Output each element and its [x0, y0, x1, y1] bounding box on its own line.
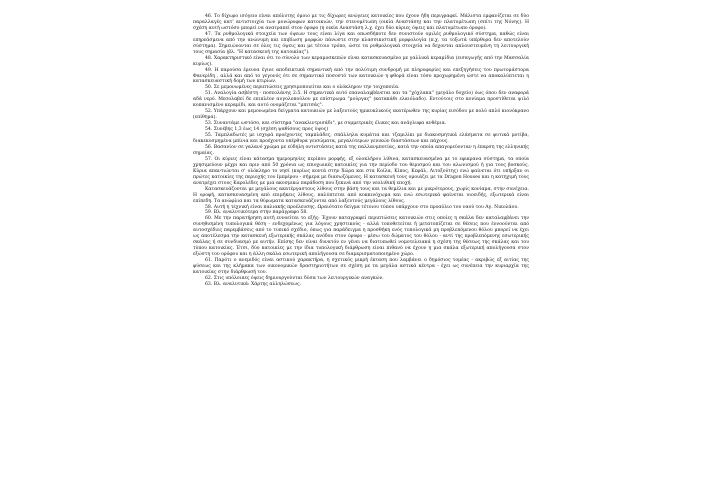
note-48: 48. Χαρακτηριστικό είναι ότι το σύνολο των κεραμοσκεπών είναι κατασκευασμένο με γαλλικά κεραμίδια (εισαγωγής από την Μασσαλία κυρίως). — [193, 55, 529, 67]
note-46: 46. Το δίχωρο ισόγειο είναι απόλυτης όμοιο με τις δίχωρες ανώγειες κατοικίες που έχουν ήδη περιγραφεί. Μάλιστα εμφανίζεται σε δύο παραλλαγές κατ' αντιστοιχία των μονώροφων κατοικιών, την στενομέτωπη (οικία Αναστάση) και την πλατυμέτωπη (σπίτι της Νόνης). Η σχέση αυτή ωστόσο μπορεί να ανατραπεί στον όροφο (η οικία Αναστάση λ.χ. έχει δύο κύριες όψεις και πλατυμέτωπο όροφο). — [193, 14, 529, 31]
note-47: 47. Τα ρυθμολογικά στοιχεία των όψεων τους είναι λίγα και οπωσδήποτε δεν συνιστούν ομιλές ρυθμολογικό σύστημα, καθώς είναι επηρεάσμενα από την ανώνυμη και επιβίωση μορφών πάνωστε στην κλασσικιστική μορφολογία (π.χ. τα τοξωτά υπέρθυρα δεν αποτελούν σύστημα). Σημειώνονται σε όλες τις όψεις και με τέτοιο τρόπο, ώστε τα ρυθμολογικά στοιχεία να δεχονται απλουστευμένη τη λειτουργική τους σημασία (βλ. "Η κατασκευή της κατοικίας"). — [193, 31, 529, 55]
note-57-continued: Κατασκευάζονται με μεγάλους ακατέργαστους λίθους στην βάση τους και τα θεμέλια και με μικρότερους, χωρίς κονίαμα, στην συνέχεια. Η οροφή, κατασκευασμένη από επιμήκεις λίθους, καλύπτεται από κοκκινόχωμα και ενώ εσωτερικά φαίνεται υιοειδής, εξωτερικά είναι επίπεδη. Τα ανώφλια και τα θύρωματα κατασκευάζονται από λαξευτούς μεγάλους λίθους. — [193, 186, 529, 204]
note-56: 56. Βασανίον σε γαλανό χρώμα με εύδηλη οντιστάσεις κατά της παλλανμποτίας, κατά την οποία απαγορεύονταν η έπαρση της ελληνικής σημαίας. — [193, 144, 529, 156]
note-53: 53. Συναντάμε ωστόσο, και σύστημα "ανακλιντρισάδι", με συμμετρικές έλικες και ανάγλυφα ανθέμια. — [205, 121, 447, 127]
note-54: 54. Συνέβης 1,3 έως 14 (σχέση ψαθίσους προς ύψος) — [205, 127, 329, 133]
note-63: 63. Βλ. αναλυτικά: Χάρτης αλληλώσεως. — [205, 281, 302, 287]
note-57: 57. Οι κύριες είναι κάτασμα ημερομηνίες περίπου μορφής, εξ ολοκλήρου λίθινα, κατασκευασμένα με το εφικρανα σύστημα, τα οποία χρησιμεύουν μέχρι και πριν από 50 χρόνια ως επιοχωικές κατοικίες για την περίοδο του θερισμού και του αλωνισμού ή για τους βοσκούς. Κύρια απαντιώνται σ' ολόκληρο το νησί (κυρίως κοντά στην Χώρα και στα Κοίλα, Κίπος, Κεφάλ, Λιτοξούτης) ενώ φαίνεται ότι υπήρξαν οι πρώτες κατοικίες της περιοχής του Ιμπρέρου - σήμερα με διασωζόμενες. Η κατασκευή τους ομοιάζει με τα Dragon Houses και η κατηχιμή τους ανατρέχει στους Καρολέδες με μια ακοσμικώ παράδοση που ξεκινά από την νεολιθική εποχή. — [193, 156, 529, 186]
note-55: 55. Ταμπλαδωτές με ισχυρά προέχοντες ταμπλάδες, σπάλληλα κυμάτια και τζαμιλίκι με διακοσμητικά ελάσματα σε φυτικά μοτίβα, διακεκοσμημένα μπίνια και προέχοντα υπέρθυρα γεισώματα, μεγαλύτερων γενικών διαστάσεων και πάχους. — [193, 133, 529, 145]
note-62: 62. Στις υπόλοιπες όψεις δημιουργούνται δύσα των λειτουργικών αναγκών. — [205, 275, 384, 281]
note-60: 60. Με την παρατήρηση αυτή εννοείται το εξής: Έχουν καταγραφεί περιπτώσεις κατοικιών στις οποίες η σκάλα δεν καταλαμβάνει την συνηθισμένη τυπολογικά θέση - ενδεχομένως για λόγους χρηστικούς - αλλά τοποθετείται ή μετατοπίζεται σε θέσεις που έννοούνται από αυτοσχέδιες παρεμβάσεις από το τυπικό σχέδιο, όπως για παράδειγμα η προσθήκη ενός τυπολογικά μη προβλεπόμενου θόλου μπορεί να έχει ως αποτέλεσμα την κατασκευή εξωτερικής σκάλας ανόδου στον όροφο - μέσω του δώματος του θόλου - αντί της προβλεπόμενης εσωτερικής σκάλας ή σε συνδυασμό με αυτήν. Επίσης δεν είναι δυνατόν εν γένει να διατυπωθεί νομοτελειακά η σχέση της θέσεως της σκάλας και του τύπου κατοικίας. Έτσι, δύο κατοικίες με την ίδια τυπολογική διάρθρωση είναι πιθανό να έχουν η μια σκάλα εξωτερική απολήγουσα στον εξώστη του ορόφου και η άλλη σκάλα εσωτερική απολήγουσα σε διαμερισματοποιημένο χώρο. — [193, 216, 529, 258]
note-59: 59. Βλ. αναλυτικότερα στην παράγραφο 58. — [205, 210, 308, 216]
note-51: 51. Αναλογία ασβέστη - ποσεολάνης 2:5. Η σημαντικά αυτό επαναλαμβάνεται και τα "χόχλακα" (μεγάλο δοχείο) όως όπου δεν αναφορά αδά νερό. Μεσολαβεί δε επιπλέον αυγολοπούλου με επίστρωμα "μούργας" (κατακάθι ελαιόλαδο). Εντούτοις στο κονίαμα προστίθεται ψιλό κοπανισμένο κεραμίδι, και αυτό ονομάζεται "μπιτσάς". — [193, 91, 529, 109]
note-49: 49. Η παρούσα έρευνα έγινε αποδεικτικά σημαντική από την πολύτιμη συνδρομή με πληροφορίες και επεξηγήσεις του πρωτομάστορα Φανερίδη , αλλά και από το γεγονός ότι σε σημαντικό ποσοστό των κατοικιών η φθορά είναι τόσο προχωρημένη ώστε να αποκαλύπτεται η κατασκευαστική δομή των κτιρίων. — [193, 67, 529, 85]
note-50: 50. Σε μεμονωμένες περιπτώσεις χρησιμοποιείται και ο ολόκληρον την τοιχοποιία. — [205, 85, 400, 91]
note-52: 52. Υπάρχουν και μεμονωμένα δείγματα κατοικιών με λαξευτούς ημικυκλικούς εκατέρωθεν της κυρίας εισόδου με πολύ απλό κιονόκρανο (επίθημα). — [193, 109, 529, 121]
notes-block — [193, 14, 529, 288]
note-58: 58. Αυτή η τεχνική είναι παλιακής προέλευσης. Ωραιότατο δείγμα τέτοιου τύπου υπάρχουν στο προαύλιο του ναού του Αγ. Νικολάου. — [205, 204, 519, 210]
note-61: 61. Παρότι ο ανεμιδός είναι αστικού χαρακτήρα, η σχετικός μικρή έκταση που λαμβάνει ο δημόσιος τομέας - ακριβώς εξ αιτίας της φύσεως και της κλήμακα των οικονομικών δραστηριοτήτων σε σχέση με τα μεγάλα αστικά κέντρα - έχει ως συνέπεια την κυριαρχία της κατοικίας στην διάρθρωσή του. — [193, 258, 529, 275]
